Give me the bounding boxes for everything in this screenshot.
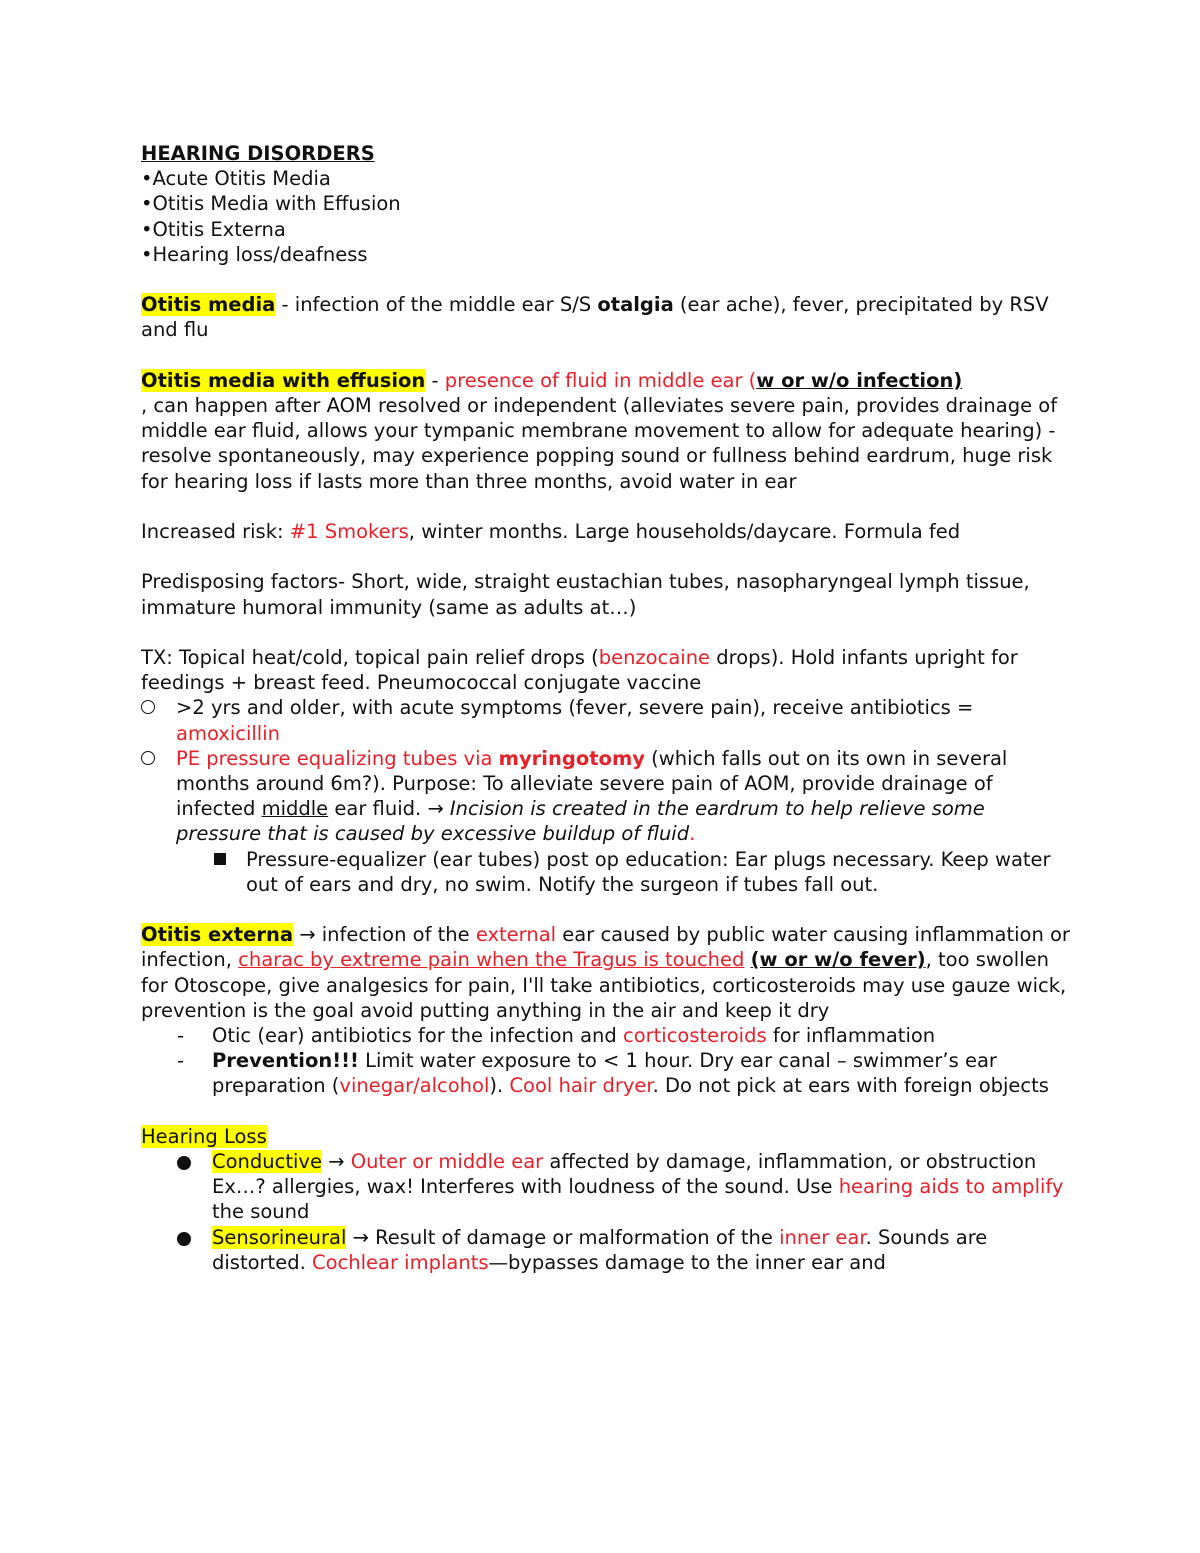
list-item: Conductive → Outer or middle ear affected by damage, inflammation, or obstruction Ex…? allergies, wax! Interferes with loudness of the sound. Use hearing aids to amplify the sound [141,1149,1071,1225]
ome-paragraph: Otitis media with effusion - presence of fluid in middle ear (w or w/o infection) , can happen after AOM resolved or independent (alleviates severe pain, provides drainage of middle ear fluid, allows your tympanic membrane movement to allow for adequate hearing) - resolve spontaneously, may experience popping sound or fullness behind eardrum, huge risk for hearing loss if lasts more than three months, avoid water in ear [141,368,1058,493]
predisposing-paragraph: Predisposing factors- Short, wide, straight eustachian tubes, nasopharyngeal lymph tissue, immature humoral immunity (same as adults at…) [141,570,1030,619]
page-title: HEARING DISORDERS [141,142,375,165]
square-bullet-icon [214,853,226,865]
circle-bullet-icon [141,700,155,714]
list-item: Sensorineural → Result of damage or malformation of the inner ear. Sounds are distorted. Cochlear implants—bypasses damage to the inner ear and [141,1225,1071,1275]
hearing-loss-heading: Hearing Loss [141,1124,267,1148]
toc-item: •Hearing loss/deafness [141,242,368,266]
list-item: PE pressure equalizing tubes via myringotomy (which falls out on its own in several months around 6m?). Purpose: To alleviate severe pain of AOM, provide drainage of infected middle ear fluid. → Incision is created in the eardrum to help relieve some pressure that is caused by excessive buildup of fluid. [0,746,1071,847]
otitis-media-paragraph: Otitis media - infection of the middle ear S/S otalgia (ear ache), fever, precipitated by RSV and flu [141,293,1049,342]
otalgia-term: otalgia [597,293,674,317]
circle-bullet-icon [141,751,155,765]
tx-paragraph: TX: Topical heat/cold, topical pain relief drops (benzocaine drops). Hold infants upright for feedings + breast feed. Pneumococcal conjugate vaccine [141,645,1018,695]
ome-term: Otitis media with effusion [141,368,426,392]
toc-item: •Otitis Media with Effusion [141,192,401,216]
externa-term: Otitis externa [141,923,293,947]
list-item: - Prevention!!! Limit water exposure to < 1 hour. Dry ear canal – swimmer’s ear preparation (vinegar/alcohol). Cool hair dryer. Do not pick at ears with foreign objects [177,1049,1049,1098]
otitis-media-term: Otitis media [141,293,276,317]
risk-paragraph: Increased risk: #1 Smokers, winter months. Large households/daycare. Formula fed [141,520,961,543]
toc-item: •Otitis Externa [141,217,286,241]
list-item: - Otic (ear) antibiotics for the infection and corticosteroids for inflammation [177,1024,936,1048]
list-item: >2 yrs and older, with acute symptoms (fever, severe pain), receive antibiotics = amoxicillin [0,695,1071,745]
dash-bullet: - [177,1049,185,1073]
list-item: Pressure-equalizer (ear tubes) post op education: Ear plugs necessary. Keep water out of ears and dry, no swim. Notify the surgeon if tubes fall out. [0,847,1071,897]
disc-bullet-icon [177,1156,191,1170]
disc-bullet-icon [177,1232,191,1246]
document-page [141,141,1071,1275]
toc-item: •Acute Otitis Media [141,167,331,191]
externa-paragraph: Otitis externa → infection of the external ear caused by public water causing inflammation or infection, charac by extreme pain when the Tragus is touched (w or w/o fever), too swollen for Otoscope, give analgesics for pain, I'll take antibiotics, corticosteroids may use gauze wick, prevention is the goal avoid putting anything in the air and keep it dry [141,923,1070,1022]
dash-bullet: - [177,1024,185,1048]
